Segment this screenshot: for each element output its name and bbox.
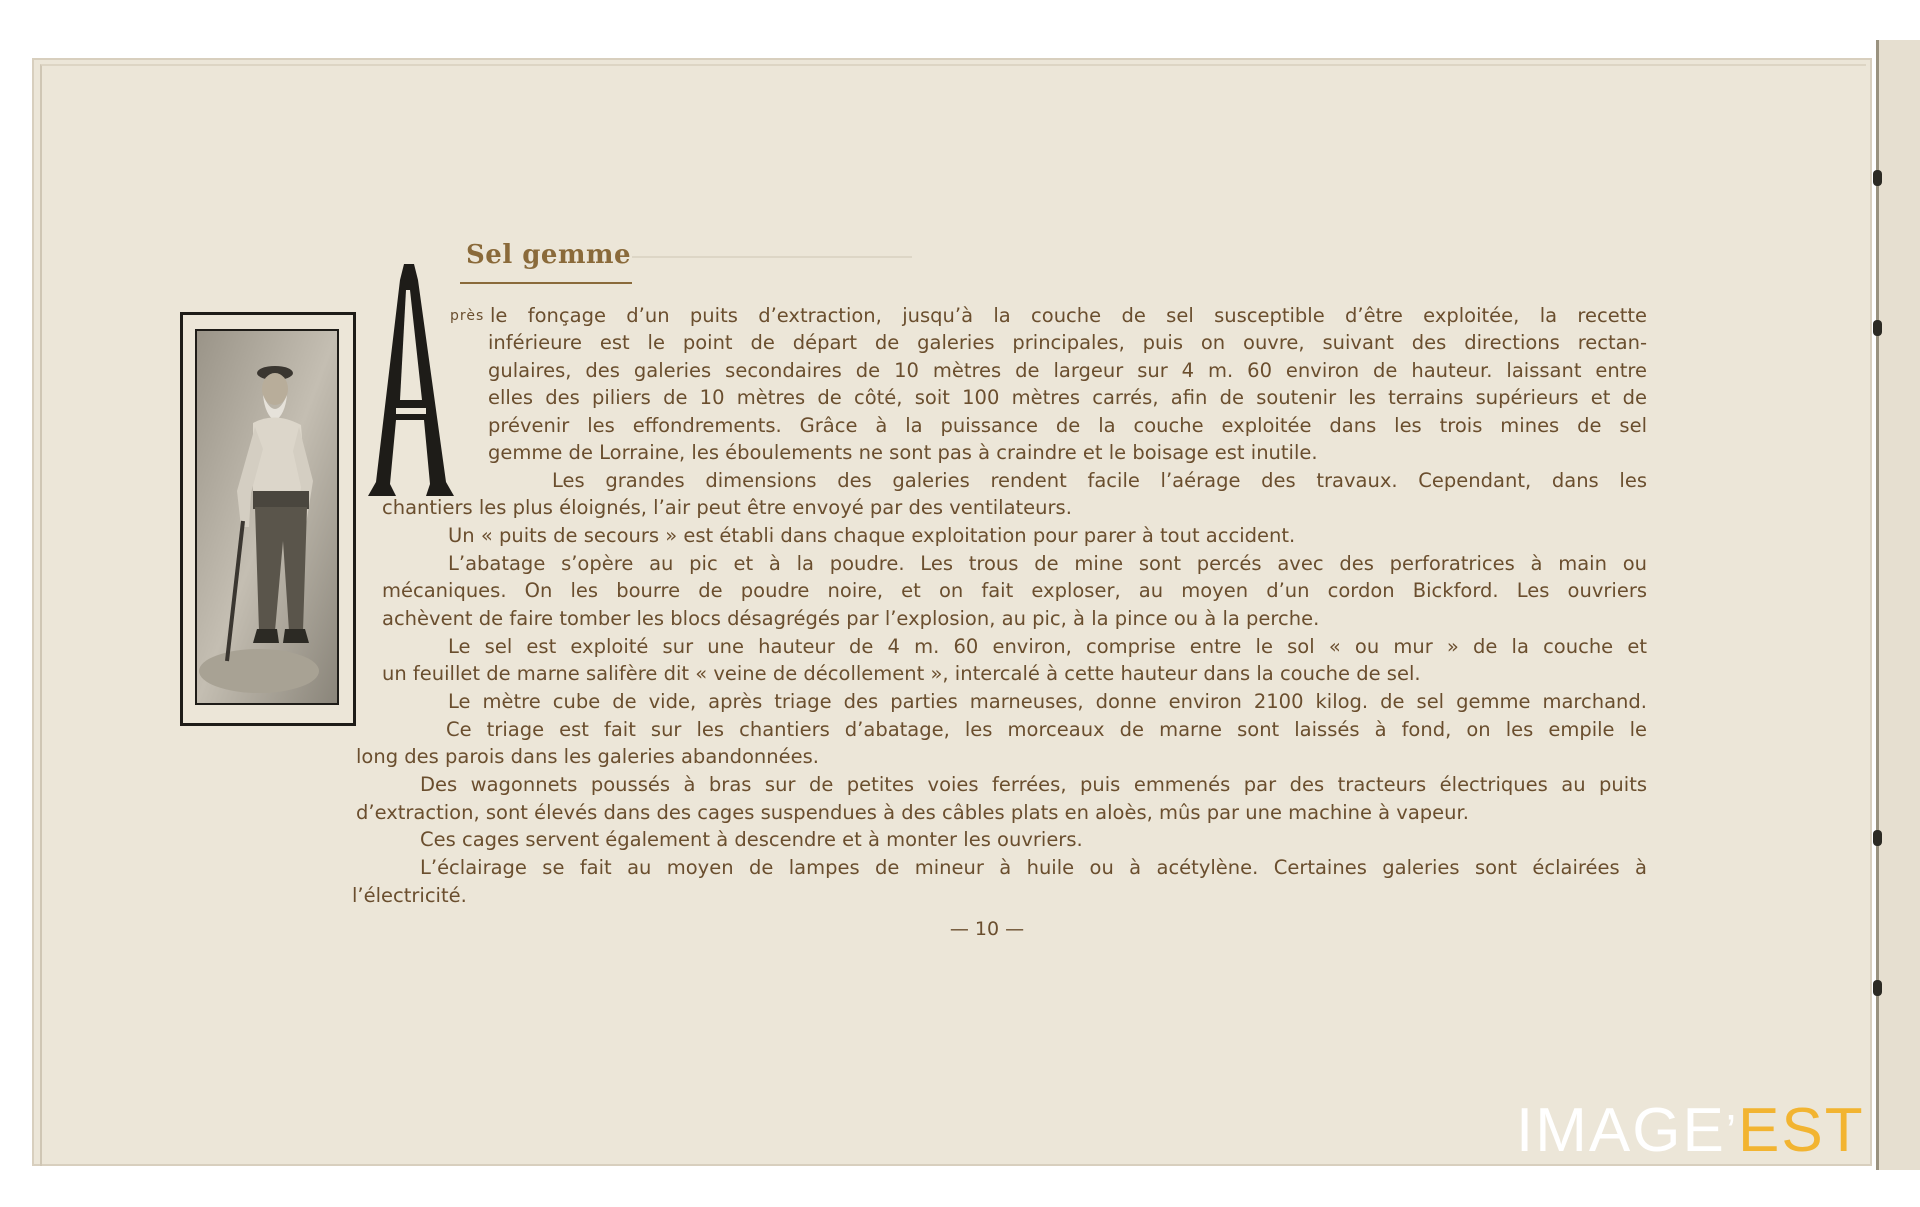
- text-line: Ce triage est fait sur les chantiers d’abatage, les morceaux de marne sont laissés à fond, on les empile le: [446, 718, 1647, 741]
- text-line: Des wagonnets poussés à bras sur de petites voies ferrées, puis emmenés par des tracteurs électriques au puits: [420, 773, 1647, 796]
- text-line: l’électricité.: [352, 884, 467, 907]
- heading-rule-faint: [632, 256, 912, 258]
- text-line: inférieure est le point de départ de galeries principales, puis on ouvre, suivant des directions rectan-: [488, 331, 1647, 354]
- page-number: — 10 —: [949, 918, 1025, 940]
- text-line: Les grandes dimensions des galeries rendent facile l’aérage des travaux. Cependant, dans les: [552, 469, 1647, 492]
- text-line: mécaniques. On les bourre de poudre noire, et on fait exploser, au moyen d’un cordon Bickford. Les ouvriers: [382, 579, 1647, 602]
- text-line: Ces cages servent également à descendre et à monter les ouvriers.: [420, 828, 1083, 851]
- binding-stitch: [1873, 320, 1882, 336]
- miner-figure-icon: [197, 331, 337, 703]
- text-line: d’extraction, sont élevés dans des cages suspendues à des câbles plats en aloès, mûs par une machine à vapeur.: [356, 801, 1469, 824]
- watermark-part-2: EST: [1738, 1096, 1865, 1165]
- miner-illustration: [195, 329, 339, 705]
- text-line: long des parois dans les galeries abandonnées.: [356, 745, 820, 768]
- text-line: Le sel est exploité sur une hauteur de 4 m. 60 environ, comprise entre le sol « ou mur » de la couche et: [448, 635, 1647, 658]
- first-word-rest: près: [450, 308, 485, 324]
- text-line: L’éclairage se fait au moyen de lampes de mineur à huile ou à acétylène. Certaines galeries sont éclairées à: [420, 856, 1647, 879]
- drop-cap-A: [366, 260, 456, 500]
- text-line: achèvent de faire tomber les blocs désagrégés par l’explosion, au pic, à la pince ou à la perche.: [382, 607, 1320, 630]
- text-line: elles des piliers de 10 mètres de côté, soit 100 mètres carrés, afin de soutenir les terrains supérieurs et de: [488, 386, 1647, 409]
- text-line: un feuillet de marne salifère dit « veine de décollement », intercalé à cette hauteur dans la couche de sel.: [382, 662, 1421, 685]
- watermark-apostrophe: ’: [1725, 1105, 1739, 1157]
- text-line: gulaires, des galeries secondaires de 10 mètres de largeur sur 4 m. 60 environ de hauteur. laissant entre: [488, 359, 1647, 382]
- binding-stitch: [1873, 830, 1882, 846]
- heading-underline: [460, 282, 632, 284]
- book-spine: [1876, 40, 1920, 1170]
- text-line: gemme de Lorraine, les éboulements ne sont pas à craindre et le boisage est inutile.: [488, 441, 1318, 464]
- binding-stitch: [1873, 170, 1882, 186]
- binding-stitch: [1873, 980, 1882, 996]
- section-heading: Sel gemme: [466, 240, 632, 270]
- image-est-watermark: [1516, 1096, 1865, 1166]
- watermark-part-1: IMAGE: [1516, 1096, 1726, 1165]
- text-line: chantiers les plus éloignés, l’air peut être envoyé par des ventilateurs.: [382, 496, 1072, 519]
- text-line: prévenir les effondrements. Grâce à la puissance de la couche exploitée dans les trois mines de sel: [488, 414, 1647, 437]
- text-line: Un « puits de secours » est établi dans chaque exploitation pour parer à tout accident.: [448, 524, 1296, 547]
- text-line: L’abatage s’opère au pic et à la poudre. Les trous de mine sont percés avec des perforatrices à main ou: [448, 552, 1647, 575]
- text-line: le fonçage d’un puits d’extraction, jusqu’à la couche de sel susceptible d’être exploitée, la recette: [490, 304, 1647, 327]
- text-line: Le mètre cube de vide, après triage des parties marneuses, donne environ 2100 kilog. de sel gemme marchand.: [448, 690, 1647, 713]
- miner-illustration-frame: [180, 312, 356, 726]
